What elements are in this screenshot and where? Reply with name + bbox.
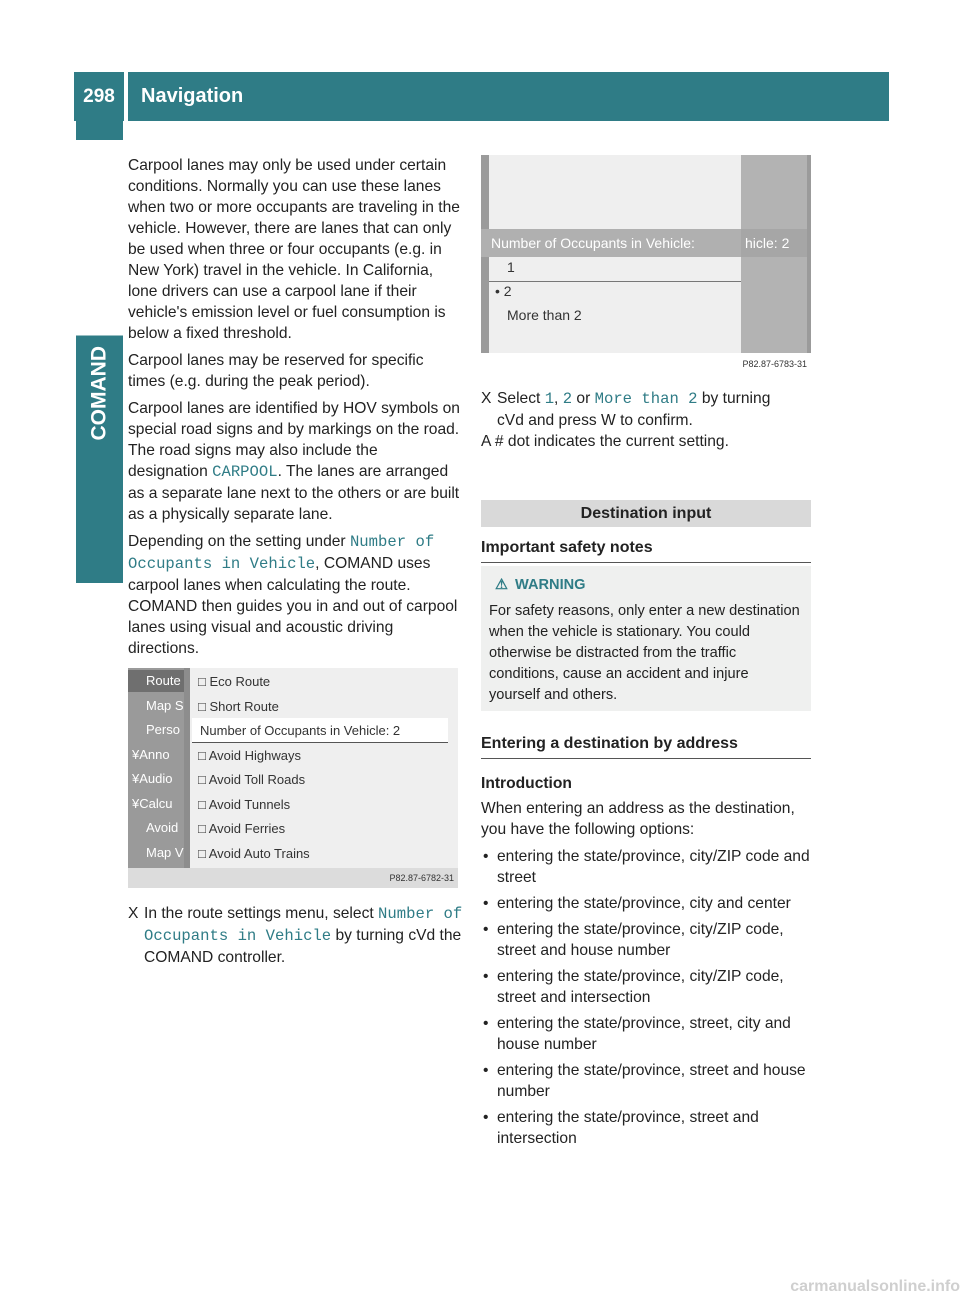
list-item <box>481 966 813 1008</box>
option-avoid-auto-trains: □ Avoid Auto Trains <box>198 846 310 861</box>
sidebar-item: ¥Calcu <box>132 796 173 811</box>
occupants-screenshot <box>481 155 811 375</box>
sidebar-item: Avoid <box>146 820 179 835</box>
option-avoid-ferries: □ Avoid Ferries <box>198 821 286 836</box>
list-item-text: entering the state/province, street, city and house number <box>497 1015 791 1053</box>
watermark: carmanualsonline.info <box>790 1278 960 1295</box>
option-more-than-2: More than 2 <box>507 307 582 323</box>
introduction-block <box>481 773 813 1154</box>
warning-box <box>481 566 811 711</box>
list-item-text: entering the state/province, city/ZIP code and street <box>497 848 810 886</box>
option-eco-route: □ Eco Route <box>198 674 271 689</box>
text: , COMAND uses carpool lanes when calculating the route. COMAND then guides you in and out of carpool lanes using visual and acoustic driving directions. <box>128 555 458 657</box>
bullet-icon: • <box>483 848 489 865</box>
text: the COMAND controller. <box>144 927 462 966</box>
list-item <box>481 1107 813 1149</box>
text: or <box>572 390 595 407</box>
warning-text: For safety reasons, only enter a new destination when the vehicle is stationary. You could otherwise be distracted from the traffic conditions, cause an accident and injure yourself and others. <box>489 603 800 703</box>
step-arrow-icon: X <box>128 905 139 922</box>
list-item <box>481 893 813 914</box>
scrollbar <box>450 668 458 868</box>
step-arrow-icon: X <box>481 390 492 407</box>
warning-triangle-icon: ⚠ <box>495 577 509 593</box>
text: Depending on the setting under <box>128 533 350 550</box>
list-item-text: entering the state/province, street and intersection <box>497 1109 759 1147</box>
option-2-selected: • 2 <box>495 283 512 299</box>
list-item-text: entering the state/province, city/ZIP code, street and house number <box>497 921 784 959</box>
text: . The lanes are arranged as a separate lane next to the others or are built as a physically separate lane. <box>128 463 460 523</box>
instruction-step-select-value <box>481 388 813 452</box>
paragraph-carpool-hov <box>128 398 460 525</box>
list-item <box>481 1060 813 1102</box>
occupants-header-row: Number of Occupants in Vehicle: <box>481 229 741 257</box>
right-panel-label: hicle: 2 <box>741 229 807 257</box>
divider <box>489 281 741 282</box>
subheading-safety-notes: Important safety notes <box>481 539 653 556</box>
controller-turn-icon: cVd <box>497 412 524 429</box>
list-item <box>481 846 813 888</box>
list-item-text: entering the state/province, city and center <box>497 895 791 912</box>
text: In the route settings menu, select <box>144 905 379 922</box>
bullet-icon: • <box>483 1109 489 1126</box>
sidebar-item: ¥Audio <box>132 771 173 786</box>
list-item <box>481 1013 813 1055</box>
option-avoid-toll-roads: □ Avoid Toll Roads <box>198 772 306 787</box>
left-column <box>128 155 460 665</box>
paragraph-carpool-times: Carpool lanes may be reserved for specific times (e.g. during the peak period). <box>128 352 424 390</box>
bullet-icon: • <box>483 921 489 938</box>
dot-icon: # <box>494 433 504 450</box>
text: and press <box>523 412 602 429</box>
code-more-than-2: More than 2 <box>594 390 698 408</box>
sidebar-item: Map V <box>146 845 184 860</box>
divider <box>481 562 811 563</box>
bullet-icon: • <box>483 968 489 985</box>
divider <box>481 758 811 759</box>
text: dot indicates the current setting. <box>503 433 729 450</box>
bullet-icon: • <box>483 1062 489 1079</box>
paragraph-carpool-setting <box>128 531 460 659</box>
route-settings-screenshot <box>128 668 458 888</box>
text: A <box>481 433 495 450</box>
right-column-steps <box>481 388 813 452</box>
list-item <box>481 919 813 961</box>
code-number-of-occupants: Number of Occupants in Vehicle <box>128 533 435 573</box>
code-2: 2 <box>562 390 573 408</box>
sidebar-item: Perso <box>146 722 180 737</box>
list-item-text: entering the state/province, city/ZIP code, street and intersection <box>497 968 784 1006</box>
instruction-step-select <box>128 903 476 968</box>
option-avoid-tunnels: □ Avoid Tunnels <box>198 797 291 812</box>
code-number-of-occupants: Number of Occupants in Vehicle <box>144 905 463 945</box>
menu-sidebar <box>128 668 184 868</box>
code-1: 1 <box>544 390 555 408</box>
subheading-address: Entering a destination by address <box>481 735 738 752</box>
option-short-route: □ Short Route <box>198 699 279 714</box>
sidebar-item: Map S <box>146 698 184 713</box>
address-options-list <box>481 846 813 1149</box>
paragraph-carpool-conditions: Carpool lanes may only be used under certain conditions. Normally you can use these lanes when two or more occupants are traveling in the vehicle. However, there are lanes that can only be used when three or four occupants (e.g. in New York) travel in the vehicle. In California, lone drivers can use a carpool lane if their vehicle's emission level or fuel consumption is below a fixed threshold. <box>128 157 460 342</box>
side-tab-label-box <box>76 140 123 450</box>
text: to confirm. <box>615 412 693 429</box>
image-caption: P82.87-6783-31 <box>481 353 811 375</box>
text: Carpool lanes are identified by HOV symbols on special road signs and by markings on the road. The road signs may also include the designation <box>128 400 460 480</box>
text: Select <box>497 390 545 407</box>
sidebar-item: ¥Anno <box>132 747 170 762</box>
list-item-text: entering the state/province, street and house number <box>497 1062 806 1100</box>
option-number-of-occupants: Number of Occupants in Vehicle: 2 <box>200 723 401 738</box>
warning-title <box>489 575 803 596</box>
option-avoid-highways: □ Avoid Highways <box>198 748 301 763</box>
right-panel <box>741 155 807 353</box>
warning-label: WARNING <box>515 577 586 593</box>
intro-heading: Introduction <box>481 775 572 792</box>
options-panel <box>190 668 450 868</box>
image-caption: P82.87-6782-31 <box>128 868 458 888</box>
intro-text: When entering an address as the destination, you have the following options: <box>481 800 795 838</box>
bullet-icon: • <box>483 895 489 912</box>
controller-turn-icon: cVd <box>408 927 436 944</box>
controller-press-icon: W <box>601 412 616 429</box>
bullet-icon: • <box>483 1015 489 1032</box>
sidebar-item: Route <box>128 670 184 692</box>
page-number: 298 <box>74 72 124 121</box>
code-carpool: CARPOOL <box>212 463 278 481</box>
text: by turning <box>697 390 771 407</box>
text: by turning <box>331 927 409 944</box>
section-heading-destination-input: Destination input <box>481 500 811 527</box>
side-tab-label: COMAND <box>76 336 123 451</box>
text: , <box>554 390 563 407</box>
option-1: 1 <box>507 259 515 275</box>
section-title-bar: Navigation <box>128 72 889 121</box>
